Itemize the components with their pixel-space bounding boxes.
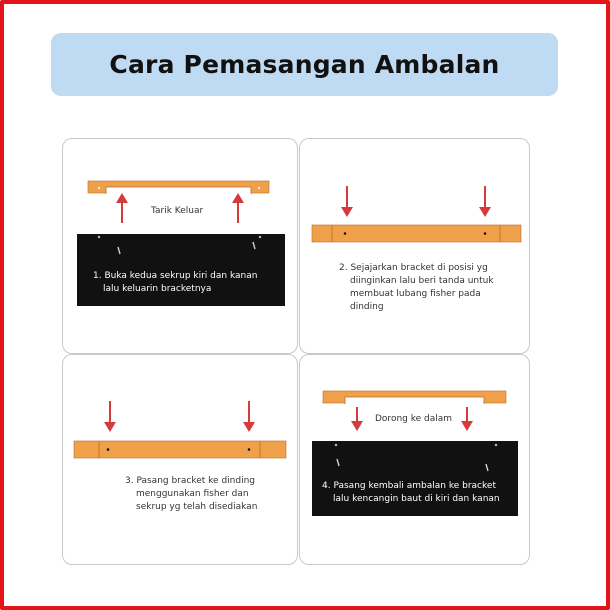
step-4-panel [299, 354, 530, 565]
arrow-down-icon [104, 401, 116, 432]
step-1-action-label: Tarik Keluar [151, 206, 204, 216]
step-1-panel [62, 138, 298, 354]
bracket-icon [74, 441, 286, 458]
hole-icon [495, 444, 497, 446]
step-4-action-label: Dorong ke dalam [375, 414, 453, 424]
arrow-down-icon [351, 407, 363, 431]
bracket-icon [312, 225, 521, 242]
step-3-panel [62, 354, 298, 565]
step-2-panel [299, 138, 530, 354]
hole-icon [98, 236, 100, 238]
step-4-line: lalu kencangin baut di kiri dan kanan [333, 494, 500, 504]
arrow-down-icon [341, 186, 353, 217]
step-3-line: menggunakan fisher dan [136, 489, 249, 499]
step-2-illustration [300, 139, 531, 355]
hole-icon [259, 236, 261, 238]
step-2-line: 2. Sejajarkan bracket di posisi yg [339, 263, 488, 273]
step-2-line: dinding [350, 302, 384, 312]
arrow-down-icon [479, 186, 491, 217]
step-3-illustration [63, 355, 299, 566]
step-4-illustration [300, 355, 531, 566]
step-2-description [339, 262, 494, 314]
step-3-line: sekrup yg telah disediakan [136, 502, 258, 512]
arrow-down-icon [461, 407, 473, 431]
title-banner [51, 33, 558, 96]
shelf-icon [323, 391, 506, 404]
hole-icon [335, 444, 337, 446]
step-1-illustration [63, 139, 299, 355]
page-title: Cara Pemasangan Ambalan [109, 50, 500, 79]
shelf-icon [88, 181, 269, 194]
step-1-line: lalu keluarin bracketnya [103, 284, 212, 294]
arrow-up-icon [232, 193, 244, 223]
step-1-line: 1. Buka kedua sekrup kiri dan kanan [93, 271, 258, 281]
step-4-line: 4. Pasang kembali ambalan ke bracket [322, 481, 496, 491]
step-3-description [125, 475, 257, 514]
step-4-description [322, 480, 500, 506]
step-2-line: diinginkan lalu beri tanda untuk [350, 276, 494, 286]
step-3-line: 3. Pasang bracket ke dinding [125, 476, 255, 486]
arrow-up-icon [116, 193, 128, 223]
arrow-down-icon [243, 401, 255, 432]
step-1-description [93, 270, 257, 296]
step-2-line: membuat lubang fisher pada [350, 289, 481, 299]
